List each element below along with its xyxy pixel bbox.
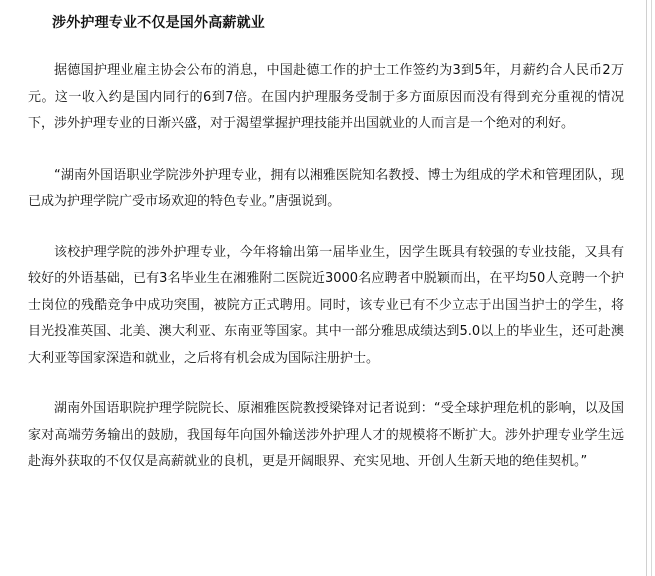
article-body (28, 0, 624, 476)
paragraph-graduates: 该校护理学院的涉外护理专业，今年将输出第一届毕业生，因学生既具有较强的专业技能，又具有较好的外语基础，已有3名毕业生在湘雅附二医院近3000名应聘者中脱颖而出，在平均50人竞聘一个护士岗位的残酷竞争中成功突围，被院方正式聘用。同时，该专业已有不少立志于出国当护士的学生，将目光投准英国、北美、澳大利亚、东南亚等国家。其中一部分雅思成绩达到5.0以上的毕业生，还可赴澳大利亚等国家深造和就业，之后将有机会成为国际注册护士。 (28, 244, 624, 366)
paragraph-salary: 据德国护理业雇主协会公布的消息，中国赴德工作的护士工作签约为3到5年，月薪约合人民币2万元。这一收入约是国内同行的6到7倍。在国内护理服务受制于多方面原因而没有得到充分重视的情况下，涉外护理专业的日渐兴盛，对于渴望掌握护理技能并出国就业的人而言是一个绝对的利好。 (28, 63, 624, 131)
page-border (651, 0, 652, 576)
paragraph-quote-liangfeng: 湖南外国语职院护理学院院长、原湘雅医院教授梁锋对记者说到：“受全球护理危机的影响，以及国家对高端劳务输出的鼓励，我国每年向国外输送涉外护理人才的规模将不断扩大。涉外护理专业学生远赴海外获取的不仅仅是高薪就业的良机，更是开阔眼界、充实见地、开创人生新天地的绝佳契机。” (28, 401, 624, 469)
paragraph-quote-tangqiang: “湖南外国语职业学院涉外护理专业，拥有以湘雅医院知名教授、博士为组成的学术和管理团队，现已成为护理学院广受市场欢迎的特色专业。”唐强说到。 (28, 167, 624, 209)
article-title: 涉外护理专业不仅是国外高薪就业 (52, 15, 265, 31)
